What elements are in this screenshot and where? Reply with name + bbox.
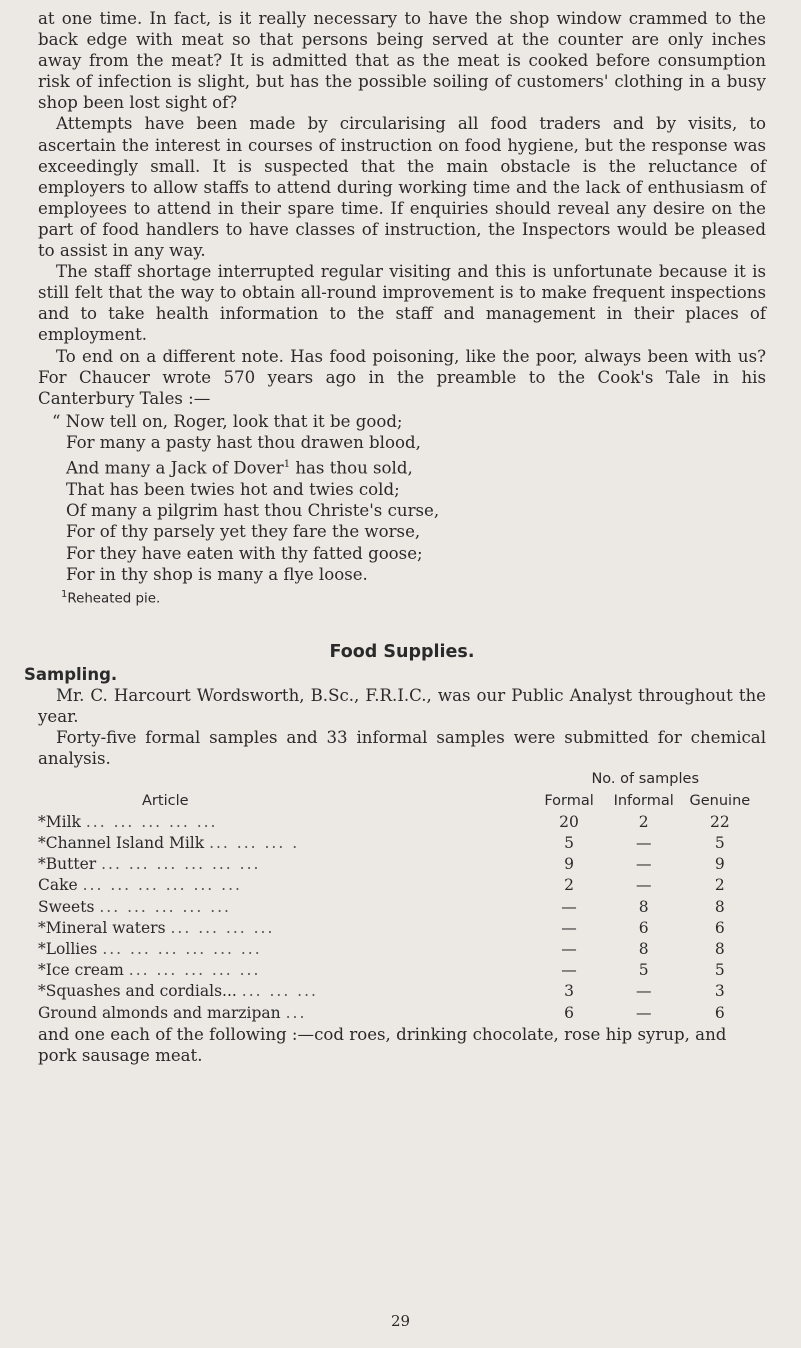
article-name: *Mineral waters <box>38 918 166 937</box>
informal-count: — <box>635 855 652 874</box>
chaucer-quotation <box>38 411 766 586</box>
leader-dots: ... ... ... ... ... <box>99 897 231 916</box>
informal-count: — <box>635 1003 652 1022</box>
article-name: Cake <box>38 876 78 895</box>
poem-line-start: And many a Jack of Dover <box>66 458 284 478</box>
article-cell <box>38 875 532 896</box>
table-row <box>38 981 758 1002</box>
article-name: *Ice cream <box>38 961 124 980</box>
formal-count: — <box>561 897 577 916</box>
document-page <box>24 8 766 1066</box>
column-header-article: Article <box>142 792 189 809</box>
poem-line: That has been twies hot and twies cold; <box>66 479 400 499</box>
formal-count: 5 <box>564 834 574 853</box>
genuine-count: 8 <box>714 940 725 959</box>
leader-dots: ... ... ... ... ... <box>128 961 261 980</box>
closing-paragraph: and one each of the following :—cod roes, drinking chocolate, rose hip syrup, and pork sausage meat. <box>38 1024 727 1065</box>
informal-count: 8 <box>638 940 649 959</box>
body-paragraph: The staff shortage interrupted regular visiting and this is unfortunate because it is still felt that the way to obtain all-round improvement is to make frequent inspections and to take health information to the staff and management in their places of employment. <box>38 262 766 345</box>
genuine-count: 3 <box>714 982 725 1001</box>
formal-count: — <box>561 961 577 980</box>
article-cell <box>38 833 532 854</box>
body-paragraph: at one time. In fact, is it really necessary to have the shop window crammed to the back edge with meat so that persons being served at the counter are only inches away from the meat? It is admitted that as the meat is cooked before consumption risk of infection is slight, but has the possible soiling of customers' clothing in a busy shop been lost sight of? <box>38 9 766 113</box>
formal-count: 3 <box>564 982 574 1001</box>
article-cell <box>38 960 532 981</box>
genuine-count: 6 <box>714 918 725 937</box>
informal-count: 6 <box>638 918 649 937</box>
leader-dots: ... ... ... ... ... <box>85 812 218 831</box>
poem-line <box>66 454 766 479</box>
genuine-count: 5 <box>714 961 725 980</box>
article-name: *Butter <box>38 855 97 874</box>
footnote <box>38 586 766 608</box>
informal-count: — <box>635 834 652 853</box>
article-cell <box>38 854 532 875</box>
formal-count: 6 <box>564 1003 574 1022</box>
article-name: *Milk <box>38 812 81 831</box>
article-cell <box>38 897 532 918</box>
informal-count: — <box>635 876 652 895</box>
article-cell <box>38 918 532 939</box>
leader-dots: ... ... ... <box>241 982 318 1001</box>
informal-count: 8 <box>638 897 649 916</box>
formal-count: 20 <box>559 812 579 831</box>
footnote-text: Reheated pie. <box>67 591 161 607</box>
table-row <box>38 897 758 918</box>
genuine-count: 8 <box>714 897 725 916</box>
article-cell <box>38 1003 532 1024</box>
poem-line: For of thy parsely yet they fare the worse, <box>66 522 421 542</box>
leader-dots: ... <box>285 1003 307 1022</box>
genuine-count: 9 <box>714 855 725 874</box>
table-row <box>38 854 758 875</box>
table-row <box>38 960 758 981</box>
article-name: *Squashes and cordials... <box>38 982 237 1001</box>
leader-dots: ... ... ... ... ... ... <box>82 876 242 895</box>
samples-group-header: No. of samples <box>591 771 699 788</box>
article-cell <box>38 981 532 1002</box>
leader-dots: ... ... ... ... <box>170 918 275 937</box>
informal-count: — <box>635 982 652 1001</box>
poem-line-end: has thou sold, <box>290 458 413 478</box>
table-row <box>38 875 758 896</box>
table-row <box>38 833 758 854</box>
table-row <box>38 918 758 939</box>
body-paragraph: To end on a different note. Has food poisoning, like the poor, always been with us? For Chaucer wrote 570 years ago in the preamble to the Cook's Tale in his Canterbury Tales :— <box>38 346 766 408</box>
article-name: Ground almonds and marzipan <box>38 1003 281 1022</box>
sampling-paragraph: Mr. C. Harcourt Wordsworth, B.Sc., F.R.I.C., was our Public Analyst throughout the year. <box>38 686 766 727</box>
formal-count: 2 <box>564 876 574 895</box>
poem-line: “ Now tell on, Roger, look that it be good; <box>52 411 403 431</box>
poem-line: For many a pasty hast thou drawen blood, <box>66 433 421 453</box>
footnote-marker: 1 <box>283 458 291 470</box>
poem-line: Of many a pilgrim hast thou Christe's curse, <box>66 500 440 520</box>
genuine-count: 2 <box>714 876 725 895</box>
sub-heading: Sampling. <box>24 665 118 685</box>
formal-count: — <box>561 940 577 959</box>
formal-count: 9 <box>564 855 574 874</box>
column-header-formal: Formal <box>544 792 594 809</box>
formal-count: — <box>561 918 577 937</box>
genuine-count: 6 <box>714 1003 725 1022</box>
column-header-genuine: Genuine <box>689 792 751 809</box>
article-cell <box>38 812 532 833</box>
leader-dots: ... ... ... ... ... ... <box>102 940 262 959</box>
informal-count: 2 <box>638 812 649 831</box>
table-row <box>38 1003 758 1024</box>
sampling-paragraph: Forty-five formal samples and 33 informal samples were submitted for chemical analysis. <box>38 728 766 769</box>
footnote-number: 1 <box>61 588 68 600</box>
table-row <box>38 939 758 960</box>
page-number: 29 <box>390 1312 411 1330</box>
article-name: Sweets <box>38 897 95 916</box>
poem-line: For in thy shop is many a flye loose. <box>66 565 368 585</box>
informal-count: 5 <box>638 961 649 980</box>
section-heading: Food Supplies. <box>329 642 475 663</box>
samples-table-body <box>38 812 758 1024</box>
poem-line: For they have eaten with thy fatted goose; <box>66 543 423 563</box>
body-paragraph: Attempts have been made by circularising all food traders and by visits, to ascertain the interest in courses of instruction on food hygiene, but the response was exceedingly small. It is suspected that the main obstacle is the reluctance of employers to allow staffs to attend during working time and the lack of enthusiasm of employees to attend in their spare time. If enquiries should reveal any desire on the part of food handlers to have classes of instruction, the Inspectors would be pleased to assist in any way. <box>38 114 766 261</box>
leader-dots: ... ... ... ... ... ... <box>101 855 261 874</box>
article-cell <box>38 939 532 960</box>
article-name: *Lollies <box>38 940 98 959</box>
genuine-count: 22 <box>710 812 730 831</box>
genuine-count: 5 <box>714 834 725 853</box>
article-name: *Channel Island Milk <box>38 834 205 853</box>
table-row <box>38 812 758 833</box>
column-header-informal: Informal <box>613 792 674 809</box>
samples-table <box>38 769 758 1023</box>
leader-dots: ... ... ... . <box>209 834 300 853</box>
